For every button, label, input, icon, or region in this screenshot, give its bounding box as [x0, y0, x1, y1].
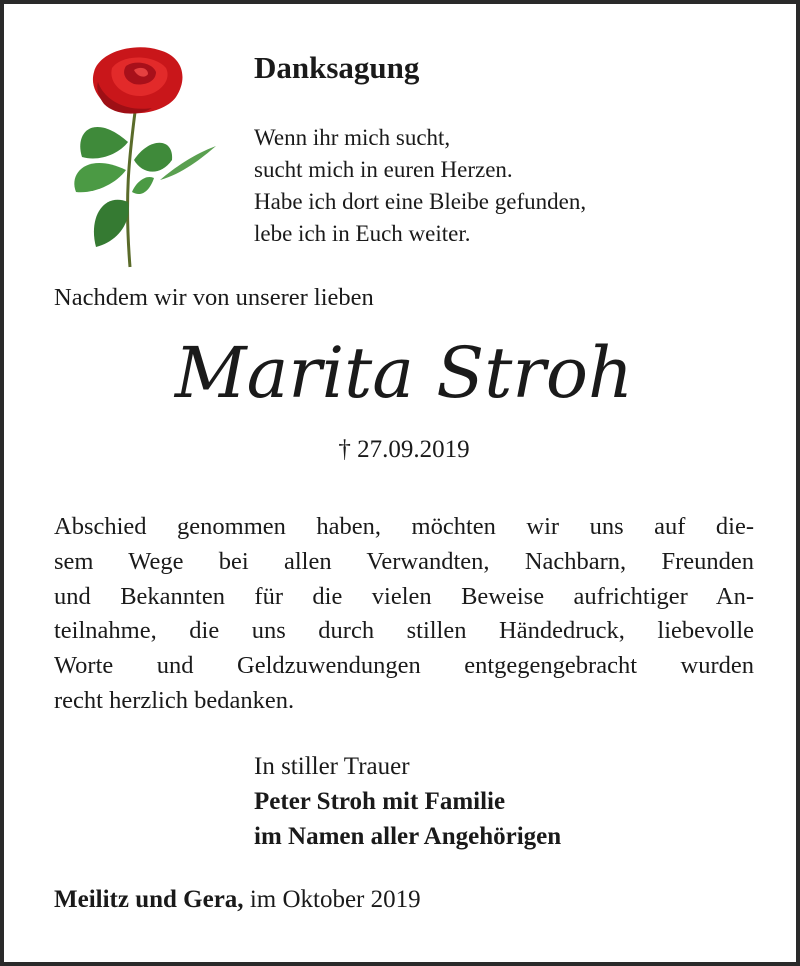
footer — [54, 886, 421, 914]
death-date: † 27.09.2019 — [338, 436, 470, 463]
body-line: teilnahme, die uns durch stillen Händedruck, liebevolle — [54, 617, 754, 645]
body-line: sem Wege bei allen Verwandten, Nachbarn, Freunden — [54, 547, 754, 575]
deceased-name: Marita Stroh — [174, 332, 634, 414]
heading: Danksagung — [254, 50, 420, 85]
body-line: Worte und Geldzuwendungen entgegengebracht wurden — [54, 652, 754, 680]
poem-line: Wenn ihr mich sucht, — [254, 125, 451, 150]
signature-relatives: im Namen aller Angehörigen — [254, 823, 562, 850]
rose-image — [64, 42, 224, 272]
poem — [254, 122, 586, 250]
poem-line: sucht mich in euren Herzen. — [254, 157, 513, 182]
footer-date: im Oktober 2019 — [249, 886, 421, 913]
body-text — [54, 510, 754, 719]
poem-line: lebe ich in Euch weiter. — [254, 221, 471, 246]
body-line: recht herzlich bedanken. — [54, 686, 295, 714]
body-line: Abschied genommen haben, möchten wir uns auf die- — [54, 513, 754, 540]
signature-family: Peter Stroh mit Familie — [254, 788, 506, 815]
body-line: und Bekannten für die vielen Beweise aufrichtiger An- — [54, 582, 754, 610]
poem-line: Habe ich dort eine Bleibe gefunden, — [254, 189, 587, 214]
signature-line: In stiller Trauer — [254, 753, 410, 780]
intro-text: Nachdem wir von unserer lieben — [54, 284, 374, 311]
signature — [254, 749, 561, 854]
footer-place: Meilitz und Gera, — [54, 886, 244, 913]
